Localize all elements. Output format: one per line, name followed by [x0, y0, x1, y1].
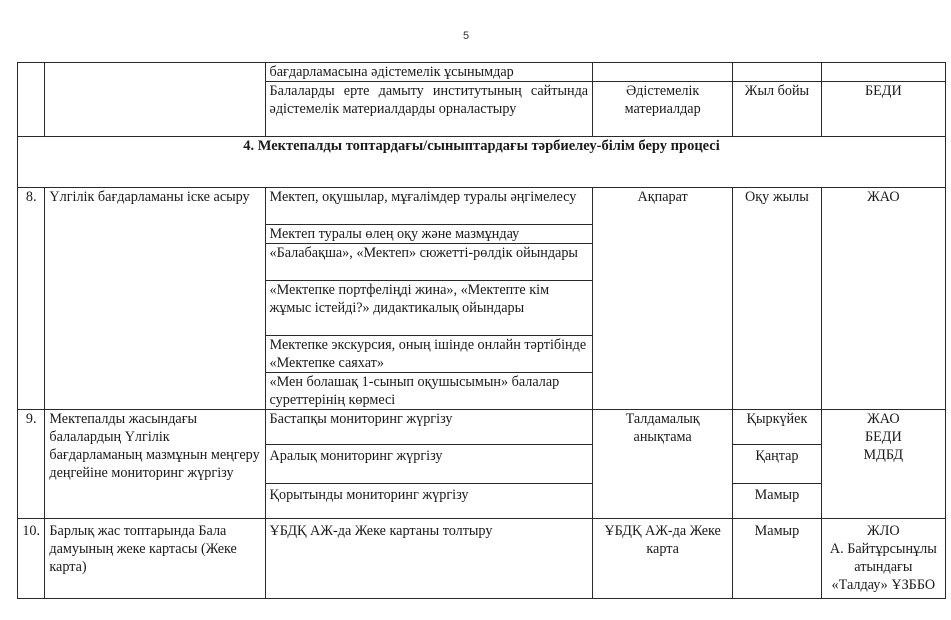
result-form-cell: ҰБДҚ АЖ-да Жеке карта	[593, 519, 733, 599]
responsible-line: атындағы	[854, 559, 913, 575]
section-heading-row	[18, 137, 946, 188]
responsible-line: БЕДИ	[864, 429, 902, 445]
row-number-cell: 8.	[18, 188, 45, 410]
responsible-line: ЖАО	[867, 411, 900, 427]
table-row	[18, 519, 946, 599]
result-form-cell	[593, 63, 733, 82]
result-form-cell: Талдамалық анықтама	[593, 410, 733, 519]
row-number-cell	[18, 63, 45, 137]
result-form-cell: Ақпарат	[593, 188, 733, 410]
task-cell: Барлық жас топтарында Бала дамуының жеке картасы (Жеке карта)	[45, 519, 265, 599]
activity-cell: Мектеп, оқушылар, мұғалімдер туралы әңгімелесу	[265, 188, 593, 225]
responsible-line: «Талдау» ҰЗББО	[831, 577, 936, 593]
responsible-cell	[821, 63, 945, 82]
deadline-cell	[733, 63, 821, 82]
responsible-line: МДБД	[863, 447, 904, 463]
activity-cell: Қорытынды мониторинг жүргізу	[265, 484, 593, 519]
task-cell: Мектепалды жасындағы балалардың Үлгілік бағдарламаның мазмұнын меңгеру деңгейіне мониторинг жүргізу	[45, 410, 265, 519]
activity-cell: Аралық мониторинг жүргізу	[265, 445, 593, 484]
activity-cell: «Балабақша», «Мектеп» сюжетті-рөлдік ойындары	[265, 244, 593, 281]
table-row	[18, 410, 946, 445]
task-cell	[45, 63, 265, 137]
section-title: 4. Мектепалды топтардағы/сыныптардағы тәрбиелеу-білім беру процесі	[18, 137, 946, 188]
row-number-cell: 10.	[18, 519, 45, 599]
responsible-line: А. Байтұрсынұлы	[829, 541, 937, 557]
activity-cell: «Мектепке портфеліңді жина», «Мектепте кім жұмыс істейді?» дидактикалық ойындары	[265, 281, 593, 336]
deadline-cell: Жыл бойы	[733, 82, 821, 137]
deadline-cell: Қаңтар	[733, 445, 821, 484]
table-row	[18, 63, 946, 82]
deadline-cell: Қыркүйек	[733, 410, 821, 445]
responsible-cell: ЖАО	[821, 188, 945, 410]
activity-cell: бағдарламасына әдістемелік ұсынымдар	[265, 63, 593, 82]
responsible-cell	[821, 410, 945, 519]
responsible-cell	[821, 519, 945, 599]
responsible-line: ЖЛО	[867, 523, 900, 539]
deadline-cell: Мамыр	[733, 519, 821, 599]
activity-cell: Балаларды ерте дамыту институтының сайтында әдістемелік материалдарды орналастыру	[265, 82, 593, 137]
table-row	[18, 188, 946, 225]
activity-cell: «Мен болашақ 1-сынып оқушысымын» балалар суреттерінің көрмесі	[265, 373, 593, 410]
deadline-cell: Мамыр	[733, 484, 821, 519]
page-number: 5	[463, 30, 470, 42]
activity-cell: Бастапқы мониторинг жүргізу	[265, 410, 593, 445]
plan-table	[17, 62, 946, 599]
row-number-cell: 9.	[18, 410, 45, 519]
task-cell: Үлгілік бағдарламаны іске асыру	[45, 188, 265, 410]
result-form-cell: Әдістемелік материалдар	[593, 82, 733, 137]
activity-cell: ҰБДҚ АЖ-да Жеке картаны толтыру	[265, 519, 593, 599]
deadline-cell: Оқу жылы	[733, 188, 821, 410]
responsible-cell: БЕДИ	[821, 82, 945, 137]
activity-cell: Мектепке экскурсия, оның ішінде онлайн тәртібінде «Мектепке саяхат»	[265, 336, 593, 373]
activity-cell: Мектеп туралы өлең оқу және мазмұндау	[265, 225, 593, 244]
